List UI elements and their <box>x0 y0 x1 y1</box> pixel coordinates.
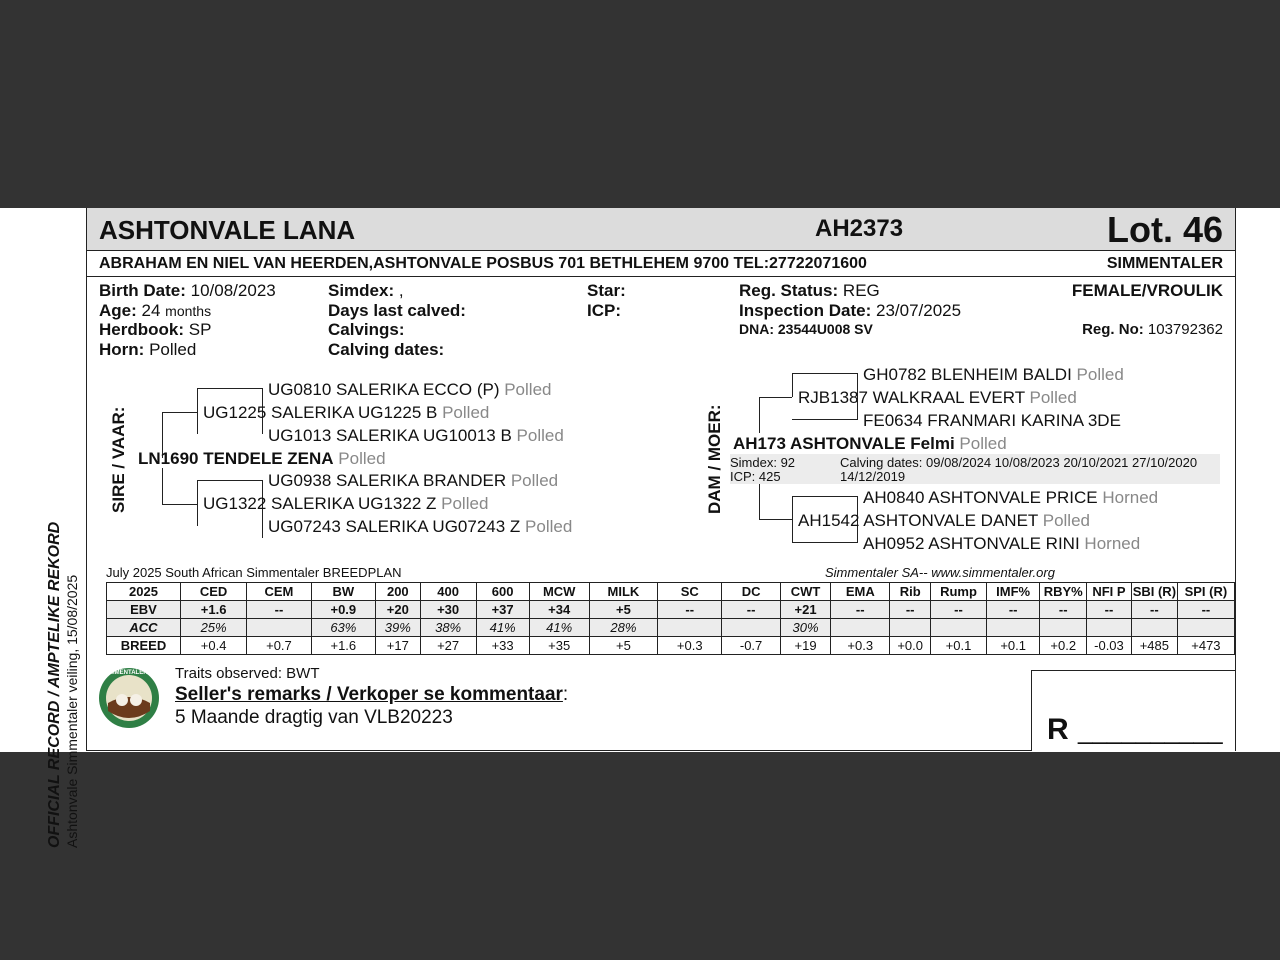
age-row <box>99 301 211 321</box>
ebv-header-cell: DC <box>722 583 780 601</box>
seller-remarks-text: 5 Maande dragtig van VLB20223 <box>175 707 453 728</box>
auction-record-page <box>0 208 1280 848</box>
dam-sire-sire: GH0782 BLENHEIM BALDI Polled <box>863 365 1124 384</box>
sire-dam: UG1322 SALERIKA UG1322 Z Polled <box>203 494 489 513</box>
price-box[interactable] <box>1031 670 1235 751</box>
ebv-value-cell: +34 <box>529 601 589 619</box>
acc-value-cell: 63% <box>311 619 375 637</box>
price-currency-label: R <box>1047 713 1069 746</box>
ebv-header-cell: CEM <box>247 583 311 601</box>
horn-label: Horn: <box>99 340 145 359</box>
dam-dam: AH1542 ASHTONVALE DANET Polled <box>798 511 1090 530</box>
ebv-header-cell: MCW <box>529 583 589 601</box>
horn-row <box>99 340 196 360</box>
acc-value-cell: 28% <box>589 619 657 637</box>
age-value: 24 <box>141 301 161 320</box>
pedigree-line <box>759 397 760 433</box>
reg-no-value: 103792362 <box>1147 321 1223 338</box>
dam-calving-dates: Calving dates: 09/08/2024 10/08/2023 20/10/2021 27/10/2020 <box>840 455 1198 470</box>
acc-value-cell <box>831 619 890 637</box>
seller-remarks-label: Seller's remarks / Verkoper se kommentaar <box>175 684 563 705</box>
ebv-value-cell: +1.6 <box>180 601 246 619</box>
logo-text: SIMMENTALER <box>104 670 148 676</box>
inspection-date: 23/07/2025 <box>875 301 962 320</box>
reg-no-row <box>1082 321 1223 338</box>
breed-value-cell: +0.3 <box>831 637 890 655</box>
ebv-header-cell: SPI (R) <box>1177 583 1234 601</box>
breed-row <box>107 637 1235 655</box>
ebv-value-cell: EBV <box>107 601 181 619</box>
dam-details-box <box>730 454 1220 484</box>
dam-sire: RJB1387 WALKRAAL EVERT Polled <box>798 388 1077 407</box>
reg-status-row <box>739 281 880 301</box>
dam-sire-dam: FE0634 FRANMARI KARINA 3DE <box>863 411 1121 430</box>
dam-icp: ICP: 425 <box>730 469 781 484</box>
breed-value-cell: -0.03 <box>1086 637 1131 655</box>
pedigree-line <box>197 388 198 434</box>
ebv-header-cell: SBI (R) <box>1132 584 1177 599</box>
owner-details: ABRAHAM EN NIEL VAN HEERDEN,ASHTONVALE POSBUS 701 BETHLEHEM 9700 TEL:27722071600 <box>99 255 867 272</box>
birth-date-row <box>99 281 276 301</box>
simdex-value: , <box>398 281 404 300</box>
breed-value-cell: +0.4 <box>180 637 246 655</box>
title-bar <box>87 208 1235 251</box>
ebv-value-cell: +5 <box>589 601 657 619</box>
breed-value-cell: +0.3 <box>658 637 722 655</box>
calving-dates-label: Calving dates: <box>328 340 445 359</box>
dam-dam-dam: AH0952 ASHTONVALE RINI Horned <box>863 534 1141 553</box>
breed-value-cell: +473 <box>1177 637 1234 655</box>
ebv-value-cell: -- <box>247 601 311 619</box>
sire-name: LN1690 TENDELE ZENA Polled <box>138 449 386 468</box>
birth-date-label: Birth Date: <box>99 281 186 300</box>
pedigree-line <box>792 496 858 497</box>
breed-value-cell: +485 <box>1131 637 1177 655</box>
ebv-header-cell: BW <box>311 583 375 601</box>
icp-label: ICP: <box>587 301 621 320</box>
ebv-value-cell: +20 <box>375 601 420 619</box>
breed-value-cell: +0.0 <box>890 637 931 655</box>
breed-value-cell: -0.7 <box>722 637 780 655</box>
lot-number: Lot. 46 <box>1106 209 1223 250</box>
days-last-calved-label: Days last calved: <box>328 301 466 320</box>
ebv-value-cell: -- <box>890 601 931 619</box>
ebv-header-cell: 200 <box>375 583 420 601</box>
pedigree-line <box>792 496 793 542</box>
ebv-row <box>107 601 1235 619</box>
pedigree-line <box>197 480 198 526</box>
ebv-value-cell: -- <box>931 601 987 619</box>
animal-card <box>86 208 1236 751</box>
reg-status-value: REG <box>842 281 880 300</box>
acc-value-cell <box>658 619 722 637</box>
reg-status-label: Reg. Status: <box>739 281 839 300</box>
calvings-label: Calvings: <box>328 320 405 339</box>
breed-value-cell: +0.2 <box>1040 637 1087 655</box>
reg-no-label: Reg. No: <box>1082 321 1144 338</box>
pedigree-line <box>162 412 197 413</box>
acc-value-cell: 41% <box>476 619 529 637</box>
ebv-header-cell: IMF% <box>986 583 1040 601</box>
inspection-row <box>739 301 961 321</box>
sire-sire: UG1225 SALERIKA UG1225 B Polled <box>203 403 490 422</box>
acc-value-cell <box>722 619 780 637</box>
breed-value-cell: +17 <box>375 637 420 655</box>
acc-value-cell <box>890 619 931 637</box>
breed-value-cell: +33 <box>476 637 529 655</box>
pedigree-line <box>792 373 858 374</box>
pedigree-line <box>792 373 793 397</box>
acc-value-cell <box>986 619 1040 637</box>
ebv-value-cell: +0.9 <box>311 601 375 619</box>
official-record-label: OFFICIAL RECORD / AMPTELIKE REKORD <box>46 521 63 848</box>
pedigree-line <box>759 519 792 520</box>
ebv-value-cell: -- <box>831 601 890 619</box>
herdbook-row <box>99 320 211 340</box>
breed-value-cell: BREED <box>107 637 181 655</box>
ebv-value-cell: -- <box>1131 601 1177 619</box>
breed-value-cell: +0.1 <box>931 637 987 655</box>
auction-name-date: Ashtonvale Simmentaler veiling, 15/08/2025 <box>64 574 80 848</box>
breed-name: SIMMENTALER <box>1106 255 1223 272</box>
herdbook-label: Herdbook: <box>99 320 184 339</box>
ebv-value-cell: -- <box>658 601 722 619</box>
acc-value-cell <box>247 619 311 637</box>
pedigree-line <box>197 388 263 389</box>
breedplan-title: July 2025 South African Simmentaler BREEDPLAN <box>106 565 402 580</box>
official-record-side-text <box>46 522 81 848</box>
sire-sire-sire: UG0810 SALERIKA ECCO (P) Polled <box>268 380 552 399</box>
animal-name: ASHTONVALE LANA <box>99 215 356 245</box>
acc-value-cell: 41% <box>529 619 589 637</box>
horn-value: Polled <box>149 340 197 359</box>
simdex-label: Simdex: <box>328 281 395 300</box>
pedigree-line <box>792 542 858 543</box>
breed-value-cell: +1.6 <box>311 637 375 655</box>
breed-value-cell: +0.7 <box>247 637 311 655</box>
breed-value-cell: +5 <box>589 637 657 655</box>
ebv-value-cell: -- <box>722 601 780 619</box>
acc-value-cell: 39% <box>375 619 420 637</box>
simdex-row <box>328 281 404 301</box>
pedigree-line <box>162 468 163 504</box>
breed-value-cell: +19 <box>780 637 831 655</box>
ebv-value-cell: -- <box>986 601 1040 619</box>
ebv-header-cell: CED <box>180 583 246 601</box>
acc-row <box>107 619 1235 637</box>
ebv-header-cell: CWT <box>780 583 831 601</box>
star-label: Star: <box>587 281 626 300</box>
ebv-value-cell: -- <box>1040 601 1087 619</box>
ebv-header-cell: Rib <box>890 583 931 601</box>
ebv-value-cell: +37 <box>476 601 529 619</box>
sire-dam-dam: UG07243 SALERIKA UG07243 Z Polled <box>268 517 573 536</box>
dna-code: DNA: 23544U008 SV <box>739 321 873 337</box>
seller-remarks-heading: Seller's remarks / Verkoper se kommentaar: <box>175 684 569 705</box>
acc-value-cell: 38% <box>420 619 476 637</box>
ebv-header-cell: MILK <box>589 583 657 601</box>
ebv-header-cell: Rump <box>931 583 987 601</box>
age-label: Age: <box>99 301 137 320</box>
ebv-value-cell: +30 <box>420 601 476 619</box>
dam-calving-dates-cont: 14/12/2019 <box>840 469 906 484</box>
sire-dam-sire: UG0938 SALERIKA BRANDER Polled <box>268 471 559 490</box>
ebv-table <box>106 582 1235 655</box>
animal-id: AH2373 <box>815 215 904 242</box>
ebv-header-cell: NFI P <box>1086 583 1131 601</box>
dam-dam-sire: AH0840 ASHTONVALE PRICE Horned <box>863 488 1159 507</box>
birth-date-value: 10/08/2023 <box>190 281 276 300</box>
ebv-header-cell: SC <box>658 583 722 601</box>
sex-label: FEMALE/VROULIK <box>1071 281 1223 300</box>
simmentaler-logo-icon <box>98 667 160 729</box>
breed-value-cell: +0.1 <box>986 637 1040 655</box>
acc-value-cell <box>931 619 987 637</box>
sire-sire-dam: UG1013 SALERIKA UG10013 B Polled <box>268 426 564 445</box>
acc-value-cell <box>1086 619 1131 637</box>
acc-value-cell <box>1131 619 1177 637</box>
acc-value-cell: ACC <box>107 619 181 637</box>
ebv-value-cell: +21 <box>780 601 831 619</box>
ebv-header-row <box>107 583 1235 601</box>
pedigree-line <box>197 480 263 481</box>
ebv-header-cell: 400 <box>420 583 476 601</box>
acc-value-cell: 30% <box>780 619 831 637</box>
dam-section-label: DAM / MOER: <box>705 404 724 514</box>
acc-value-cell <box>1040 619 1087 637</box>
ebv-value-cell: -- <box>1086 601 1131 619</box>
breed-value-cell: +35 <box>529 637 589 655</box>
herdbook-value: SP <box>188 320 212 339</box>
pedigree-line <box>792 419 858 420</box>
breedplan-website[interactable]: Simmentaler SA-- www.simmentaler.org <box>825 565 1055 580</box>
dam-name: AH173 ASHTONVALE Felmi Polled <box>733 434 1007 453</box>
ebv-header-cell: 600 <box>476 583 529 601</box>
sire-section-label: SIRE / VAAR: <box>109 406 128 513</box>
acc-value-cell <box>1177 619 1234 637</box>
pedigree-line <box>759 397 792 398</box>
age-unit: months <box>165 303 212 319</box>
ebv-value-cell: -- <box>1177 601 1234 619</box>
ebv-header-cell: RBY% <box>1040 583 1087 601</box>
pedigree-line <box>162 504 197 505</box>
traits-observed: Traits observed: BWT <box>175 665 320 682</box>
owner-bar <box>87 251 1235 277</box>
price-blank-line[interactable]: __________ <box>1078 715 1223 745</box>
inspection-label: Inspection Date: <box>739 301 872 320</box>
pedigree-line <box>759 484 760 520</box>
ebv-header-cell: EMA <box>831 583 890 601</box>
dam-simdex: Simdex: 92 <box>730 455 796 470</box>
acc-value-cell: 25% <box>180 619 246 637</box>
breed-value-cell: +27 <box>420 637 476 655</box>
ebv-header-cell: 2025 <box>107 583 181 601</box>
